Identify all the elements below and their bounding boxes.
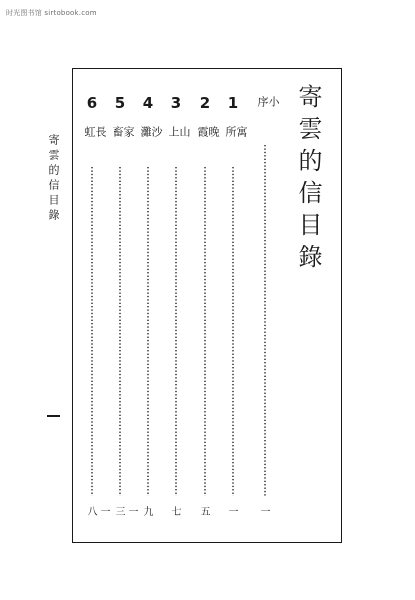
toc-entry-title: 寓所 — [224, 126, 248, 141]
toc-entry-page: 一 — [258, 506, 269, 518]
toc-entry-number: 4 — [142, 94, 154, 112]
dot-leader — [119, 166, 121, 496]
toc-entry-title: 山上 — [167, 126, 191, 141]
toc-entry-title: 沙灘 — [139, 126, 163, 141]
toc-entry-page: 七 — [169, 506, 180, 518]
toc-entry-number: 6 — [86, 94, 98, 112]
dot-leader — [204, 166, 206, 496]
toc-entry-title: 小序 — [256, 96, 280, 111]
toc-entry-page: 五 — [198, 506, 209, 518]
running-head: 寄雲的信目錄 — [47, 134, 60, 224]
toc-entry-page: 一八 — [85, 506, 109, 518]
toc-entry-page: 一 — [226, 506, 237, 518]
toc-entry-number: 5 — [114, 94, 126, 112]
toc-entry-title: 晚霞 — [196, 126, 220, 141]
page-title: 寄雲的信目錄 — [294, 84, 322, 276]
site-watermark: 时光图书馆 sirtobook.com — [6, 9, 97, 17]
toc-entry-title: 家畜 — [111, 126, 135, 141]
toc-entry-number: 2 — [199, 94, 211, 112]
toc-entry-page: 一三 — [113, 506, 137, 518]
dot-leader — [91, 166, 93, 496]
dot-leader — [264, 144, 266, 496]
folio-mark — [47, 415, 60, 417]
toc-entry-number: 3 — [170, 94, 182, 112]
toc-entry-number: 1 — [227, 94, 239, 112]
dot-leader — [147, 166, 149, 496]
dot-leader — [175, 166, 177, 496]
dot-leader — [232, 166, 234, 496]
toc-entry-page: 九 — [141, 506, 152, 518]
toc-entry-title: 長虹 — [83, 126, 107, 141]
